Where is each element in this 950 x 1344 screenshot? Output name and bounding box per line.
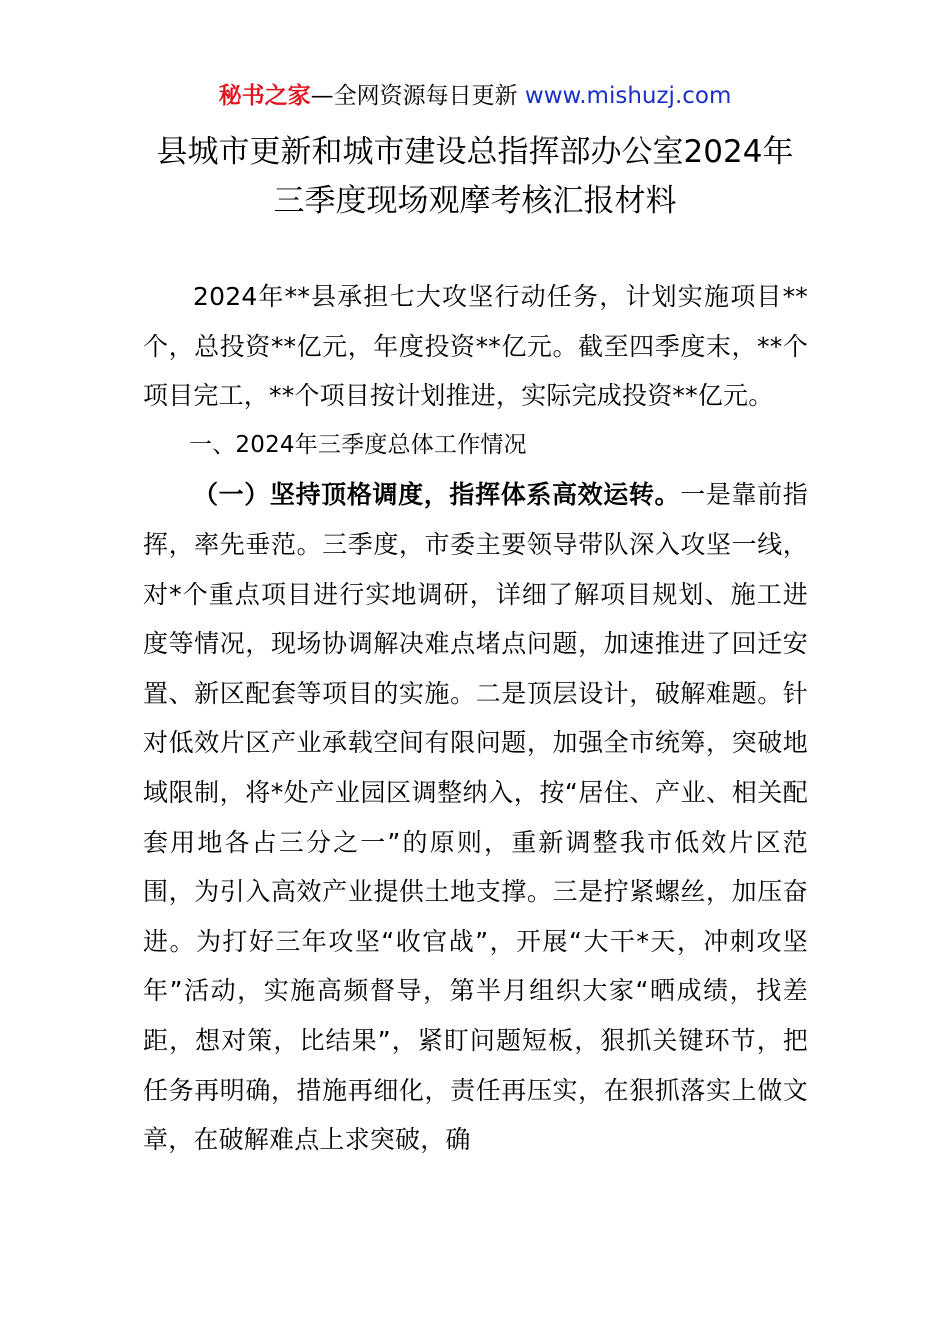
document-title xyxy=(120,128,830,226)
header-tagline: —全网资源每日更新 xyxy=(310,83,518,109)
intro-paragraph: 2024年**县承担七大攻坚行动任务，计划实施项目**个，总投资**亿元，年度投资**亿元。截至四季度末，**个项目完工，**个项目按计划推进，实际完成投资**亿元。 xyxy=(143,282,808,411)
site-header xyxy=(0,80,950,112)
paragraph-lead: （一）坚持顶格调度，指挥体系高效运转。 xyxy=(193,480,681,510)
section-heading: 一、2024年三季度总体工作情况 xyxy=(189,431,527,458)
title-line-2: 三季度现场观摩考核汇报材料 xyxy=(273,183,677,219)
body-paragraph xyxy=(143,470,808,1164)
site-url-link[interactable]: www.mishuzj.com xyxy=(524,83,732,109)
document-body xyxy=(143,272,808,1165)
paragraph-text: 一是靠前指挥，率先垂范。三季度，市委主要领导带队深入攻坚一线，对*个重点项目进行实地调研，详细了解项目规划、施工进度等情况，现场协调解决难点堵点问题，加速推进了回迁安置、新区配套等项目的实施。二是顶层设计，破解难题。针对低效片区产业承载空间有限问题，加强全市统筹，突破地域限制，将*处产业园区调整纳入，按“居住、产业、相关配套用地各占三分之一”的原则，重新调整我市低效片区范围，为引入高效产业提供土地支撑。三是拧紧螺丝，加压奋进。为打好三年攻坚“收官战”，开展“大干*天，冲刺攻坚年”活动，实施高频督导，第半月组织大家“晒成绩，找差距，想对策，比结果”，紧盯问题短板，狠抓关键环节，把任务再明确，措施再细化，责任再压实，在狠抓落实上做文章，在破解难点上求突破，确 xyxy=(143,480,808,1155)
title-line-1: 县城市更新和城市建设总指挥部办公室2024年 xyxy=(156,134,794,170)
brand-name: 秘书之家 xyxy=(218,83,311,109)
